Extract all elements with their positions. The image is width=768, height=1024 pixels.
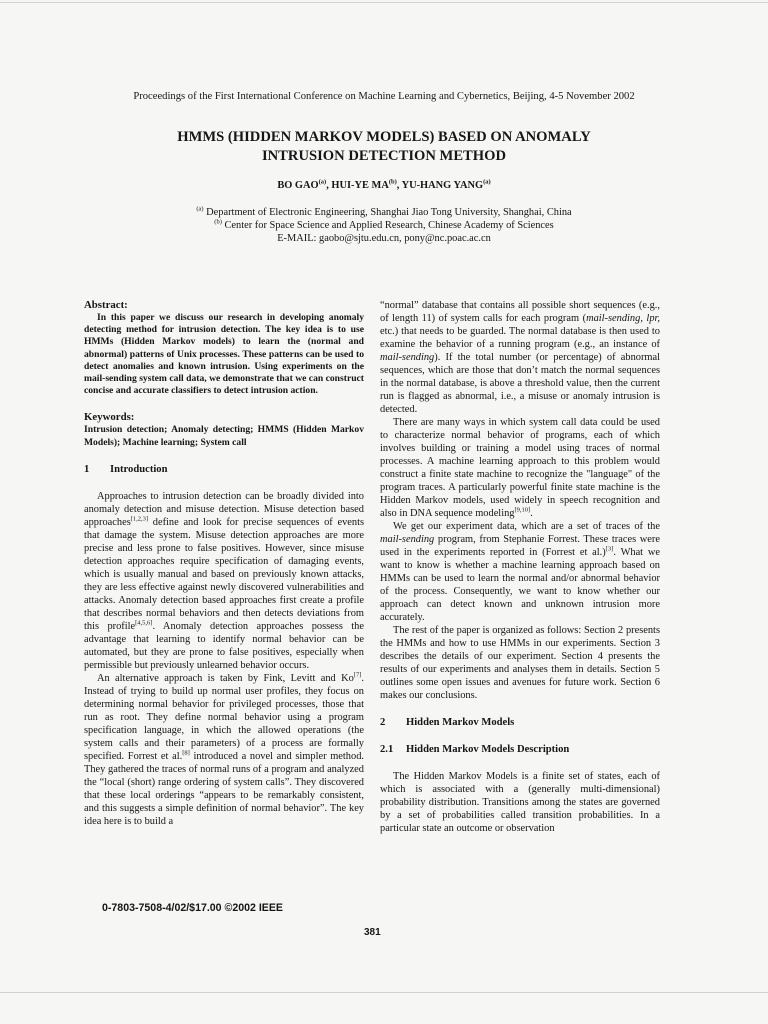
affiliation-b: $^{(b)}$ Center for Space Science and Applied Research, Chinese Academy of Sciences [214, 218, 554, 231]
intro-paragraph-2: An alternative approach is taken by Fink, Levitt and Ko[7]. Instead of trying to build up normal user profiles, they focus on determining normal behavior for privileged processes, those that run as root. They define normal behavior using a program specification language, in which the allowed operations (the system calls and their parameters) of a process are formally specified. Forrest et al.[8] introduced a novel and simpler method. They gathered the traces of normal runs of a program and analyzed the “local (short) range ordering of system calls”. They discovered that these local orderings “appears to be remarkably consistent, and this suggests a simple definition of normal behavior”. The key idea here is to build a [84, 671, 364, 827]
keywords-heading: Keywords: [84, 411, 135, 424]
author-3: YU-HANG YANG [401, 180, 484, 191]
abstract-body: In this paper we discuss our research in developing anomaly detecting method for intrusion detection. The key idea is to use HMMs (Hidden Markov models) to learn the (normal and abnormal) patterns of Unix processes. These patterns can be used to detect anomalies and known intrusion. Using experiments on the mail-sending system call data, we demonstrate that we can construct concise and accurate classifiers to detect intrusion action. [84, 312, 364, 397]
section-2-1-heading: 2.1 Hidden Markov Models Description [380, 744, 570, 755]
hmm-description-paragraph: The Hidden Markov Models is a finite set of states, each of which is associated with a (generally multi-dimensional) probability distribution. Transitions among the states are governed by a set of probabilities called transition probabilities. In a particular state an outcome or observation [380, 771, 660, 834]
author-1-affil: (a) [318, 178, 327, 186]
intro-paragraph-5: We get our experiment data, which are a set of traces of the mail-sending program, from Stephanie Forrest. These traces were used in the experiments reported in (Forrest et al.)[3]. What we want to know is whether a machine learning approach based on HMMs can be used to learn the normal and/or abnormal behavior of the process. Consequently, we want to know whether our approach can detect known and unknown intrusion more accurately. [380, 521, 660, 623]
right-column [380, 299, 660, 835]
conference-header: Proceedings of the First International Conference on Machine Learning and Cybernetics, Beijing, 4-5 November 2002 [133, 91, 635, 102]
section-1-heading: 1 Introduction [84, 463, 168, 475]
email-line: E-MAIL: gaobo@sjtu.edu.cn, pony@nc.poac.ac.cn [277, 233, 491, 244]
affiliation-a: $^{(a)}$ Department of Electronic Engineering, Shanghai Jiao Tong University, Shanghai, China [196, 205, 572, 218]
author-1: BO GAO [277, 180, 319, 191]
author-3-affil: (a) [483, 178, 491, 186]
intro-paragraph-3: “normal” database that contains all possible short sequences (e.g., of length 11) of system calls for each program (mail-sending, lpr, etc.) that needs to be guarded. The normal database is then used to examine the behavior of a running program (e.g., an instance of mail-sending). If the total number (or percentage) of abnormal sequences, which are those that don’t match the normal sequences in the normal database, is above a threshold value, then the current run is flagged as abnormal, i.e., a misuse or anomaly intrusion is detected. [380, 300, 660, 415]
title-line-2: INTRUSION DETECTION METHOD [261, 148, 507, 164]
affiliations [84, 206, 684, 245]
citation: [1,2,3] [130, 515, 149, 523]
citation: [7] [353, 671, 362, 679]
scan-edge-top [0, 2, 768, 3]
title-line-1: HMMS (HIDDEN MARKOV MODELS) BASED ON ANOMALY [177, 129, 591, 145]
intro-paragraph-1: Approaches to intrusion detection can be broadly divided into anomaly detection and misuse detection. Misuse detection based approaches[1,2,3] define and look for precise sequences of events that damage the system. Misuse detection approaches are more precise and less prone to false positives. However, since misuse detection approaches require specification of damaging events, which is usually manual and based on previously known attacks, they are less effective against newly discovered vulnerabilities and attacks. Anomaly detection based approaches first create a profile that describes normal behaviors and then detects deviations from this profile[4,5,6]. Anomaly detection approaches possess the advantage that learning to identify normal behavior can be automated, but they are prone to false positives, especially when permissible but previously unlearned behavior occurs. [84, 490, 364, 671]
author-2: HUI-YE MA [331, 180, 389, 191]
citation: [8] [182, 749, 190, 757]
scan-edge-bottom [0, 992, 768, 993]
paper-title [84, 128, 684, 166]
author-2-affil: (b) [388, 178, 397, 186]
copyright-line: 0-7803-7508-4/02/$17.00 ©2002 IEEE [102, 902, 283, 914]
author-list: BO GAO$^{(a)}$, HUI-YE MA$^{(b)}$, YU-HANG YANG$^{(a)}$ [277, 178, 491, 191]
section-2-heading: 2 Hidden Markov Models [380, 717, 515, 728]
abstract-heading: Abstract: [84, 299, 128, 311]
left-column [84, 299, 364, 828]
citation: [9,10] [514, 506, 531, 514]
citation: [4,5,6] [135, 619, 153, 627]
intro-paragraph-4: There are many ways in which system call data could be used to characterize normal behavior of programs, each of which involves building or training a model using traces of normal processes. A machine learning approach to this problem would construct a finite state machine to recognize the "language" of the program traces. A particularly powerful finite state machine is the Hidden Markov models, used widely in speech recognition and also in DNA sequence modeling[9,10]. [380, 417, 660, 519]
citation: [3] [605, 545, 614, 553]
page-number: 381 [364, 927, 381, 938]
keywords-body: Intrusion detection; Anomaly detecting; HMMS (Hidden Markov Models); Machine learning; System call [84, 424, 364, 448]
intro-paragraph-6: The rest of the paper is organized as follows: Section 2 presents the HMMs and how to use HMMs in our experiments. Section 3 describes the details of our experiment. Section 4 presents the results of our experiments and analyses them in details. Section 5 outlines some open issues and avenues for future work. Section 6 makes our conclusions. [380, 625, 660, 701]
